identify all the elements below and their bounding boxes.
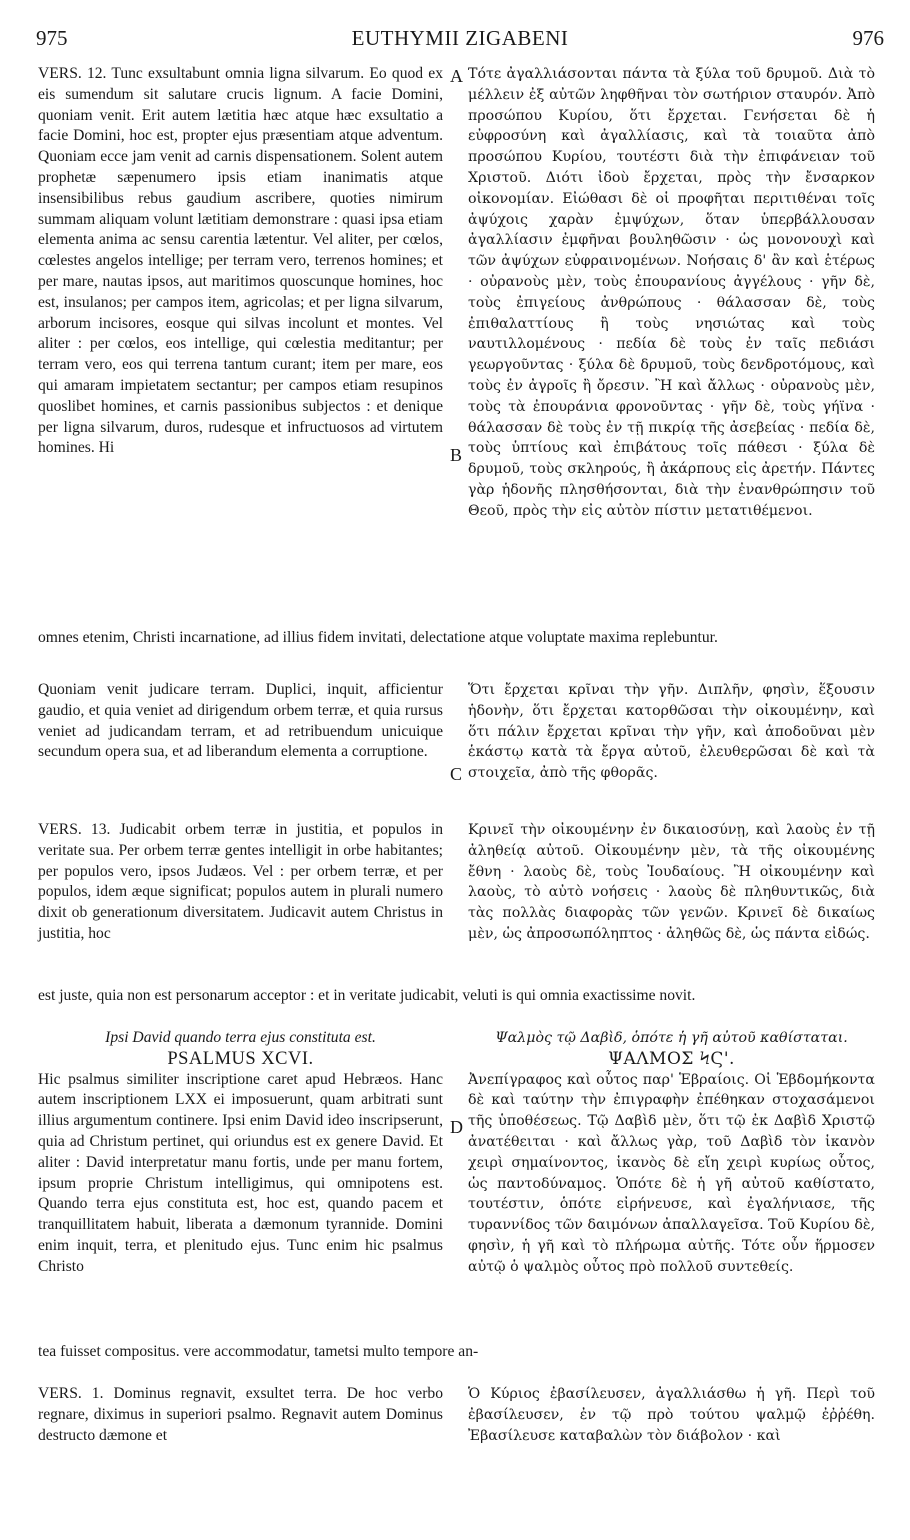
latin-paragraph: Quoniam venit judicare terram. Duplici, inquit, afficientur gaudio, et quia veniet ad dirigendum orbem terræ, et quia rursus veniet ad judicandam terram, et ad retribuendum unicuique secundum opera sua, et ad liberandum elementa a corruptione. [38, 681, 443, 761]
latin-column-block-2 [38, 680, 443, 763]
greek-column-block-4 [468, 1028, 875, 1278]
page-number-right: 976 [852, 26, 884, 50]
latin-psalm-title: PSALMUS XCVI. [167, 1048, 314, 1069]
greek-paragraph: Τότε ἀγαλλιάσονται πάντα τὰ ξύλα τοῦ δρυμοῦ. Διὰ τὸ μέλλειν ἐξ αὐτῶν ληφθῆναι τὸν σωτήριον σταυρόν. Ἀπὸ προσώπου Κυρίου, ὅτι ἔρχεται. Γενήσεται δὲ ἡ εὐφροσύνη καὶ ἀγαλλίασις, καὶ τὰ τοιαῦτα ἀπὸ προσώπου Κυρίου, τουτέστι διὰ τὴν ἐπιφάνειαν τοῦ Χριστοῦ. Διότι ἰδοὺ ἔρχεται, πρὸς τὴν ἔνσαρκον οἰκονομίαν. Εἰώθασι δὲ οἱ προφῆται περιτιθέναι τοῖς ἀψύχοις χαρὰν ἐμψύχων, ὅταν ὑπερβάλλουσαν ἀγαλλίασιν ἐμφῆναι βουληθῶσιν · ὡς μονονουχὶ καὶ τῶν ἀψύχων εὐφραινομένων. Νοήσαις δ' ἂν καὶ ἑτέρως · οὐρανοὺς μὲν, τοὺς ἐπουρανίους ἀγγέλους · γῆν δὲ, τοὺς ἐπιγείους ἀνθρώπους · θάλασσαν δὲ, τοὺς ἐπιθαλαττίους ἢ τοὺς νησιώτας καὶ τοὺς ναυτιλλομένους · πεδία δὲ τοὺς ἐν ταῖς πεδιάσι γεωργοῦντας · ξύλα δὲ δρυμοῦ, τοὺς δενδροτόμους, καὶ τοὺς ἐν ἀγροῖς ἢ ὄρεσιν. Ἢ καὶ ἄλλως · οὐρανοὺς μὲν, τοὺς τὰ ἐπουράνια φρονοῦντας · γῆν δὲ, τοὺς γήϊνα · θάλασσαν δὲ τοὺς ἐν τῇ πικρίᾳ τῆς ἀσεβείας · πεδία δὲ, τοὺς ὑπτίους καὶ ἐπιβάτους τοῖς πάθεσι · ξύλα δὲ δρυμοῦ, τοὺς σκληρούς, ἢ ἀκάρπους εἰς ἀρετήν. Πάντες γὰρ ἡδονῆς πλησθήσονται, διὰ τὴν ἐνανθρώπησιν τοῦ Θεοῦ, πρὸς τὴν εἰς αὐτὸν πίστιν μετατιθέμενοι. [468, 66, 875, 519]
latin-psalm-lemma: Ipsi David quando terra ejus constituta est. [105, 1029, 376, 1046]
full-width-paragraph: est juste, quia non est personarum acceptor : et in veritate judicabit, veluti is qui omnia exactissime novit. [38, 987, 696, 1004]
greek-paragraph: Ὅτι ἔρχεται κρῖναι τὴν γῆν. Διπλῆν, φησὶν, ἕξουσιν ἡδονὴν, ὅτι ἔρχεται κατορθῶσαι τὴν οἰκουμένην, καὶ ὅτι πάλιν ἔρχεται κρῖναι τὴν γῆν, καὶ ἀποδοῦναι μὲν ἑκάστῳ κατὰ τὰ ἔργα αὐτοῦ, ἐλευθερῶσαι δὲ καὶ τὰ στοιχεῖα, ἀπὸ τῆς φθορᾶς. [468, 682, 875, 782]
greek-column-block-3 [468, 820, 875, 945]
page-header [36, 26, 884, 56]
greek-psalm-title: ΨΑΛΜΟΣ ϞϚ'. [608, 1048, 735, 1069]
latin-paragraph: VERS. 12. Tunc exsultabunt omnia ligna silvarum. Eo quod ex eis sumendum sit salutare crucis lignum. A facie Domini, quoniam venit. Erit autem lætitia hæc atque hæc exsultatio a facie Domini, hoc est, propter ejus præsentiam atque adventum. Quoniam ecce jam venit ad carnis dispensationem. Solent autem prophetæ sæpenumero ipsis etiam inanimatis atque insensibilibus rebus gaudium ascribere, quoties nimirum summam aliquam volunt lætitiam demonstrare : quasi ipsa etiam elementa anima ac sensu carentia lætentur. Vel aliter, per cœlos, cœlestes angelos intellige; per terram vero, terrenos homines; et per mare, nautas ipsos, aut maritimos quoscunque homines, hoc est, insulanos; per campos item, agricolas; et per ligna silvarum, arborum incisores, eosque qui silvas incolunt et montes. Vel aliter : per cœlos, eos intellige, qui cœlestia meditantur; per terram vero, eos qui terrena tantum curant; item per mare, eos qui amaram impietatem sectantur; per campos etiam resupinos quoslibet homines, et carnis passionibus subjectos : et denique per ligna silvarum, duros, rudesque et infructuosos ad virtutem homines. Hi [38, 65, 443, 457]
latin-column-block-3 [38, 820, 443, 945]
page-number-left: 975 [36, 26, 68, 50]
greek-column-block-1 [468, 64, 875, 522]
latin-paragraph: VERS. 13. Judicabit orbem terræ in justitia, et populos in veritate sua. Per orbem terræ gentes intelligit in orbe habitantes; per populos vero, ipsos Judæos. Vel : per orbem terræ, et per populos, idem æque significat; populos autem in plurali numero dixit ob generationum diversitatem. Judicavit autem Christus in justitia, hoc [38, 821, 443, 942]
full-width-line-3 [38, 1342, 875, 1363]
greek-paragraph: Ὁ Κύριος ἐβασίλευσεν, ἀγαλλιάσθω ἡ γῆ. Περὶ τοῦ ἐβασίλευσεν, ἐν τῷ πρὸ τούτου ψαλμῷ ἐῤῥέθη. Ἐβασίλευσε καταβαλὼν τὸν διάβολον · καὶ [468, 1386, 875, 1444]
margin-letter-c: C [450, 764, 463, 784]
margin-letter-d: D [450, 1117, 463, 1137]
full-width-line-2 [38, 986, 875, 1007]
latin-paragraph: VERS. 1. Dominus regnavit, exsultet terra. De hoc verbo regnare, diximus in superiori psalmo. Regnavit autem Dominus destructo dæmone et [38, 1385, 443, 1444]
greek-paragraph: Κρινεῖ τὴν οἰκουμένην ἐν δικαιοσύνῃ, καὶ λαοὺς ἐν τῇ ἀληθείᾳ αὐτοῦ. Οἰκουμένην μὲν, τὰ τῆς οἰκουμένης ἔθνη · λαοὺς δὲ, τοὺς Ἰουδαίους. Ἢ οἰκουμένην καὶ λαοὺς, τὸ αὐτὸ νοήσεις · λαοὺς δὲ πληθυντικῶς, διὰ τὰς πολλὰς διαφορὰς τῶν γενῶν. Κρινεῖ δὲ δικαίως μὲν, ὡς ἀπροσωπόληπτος · ἀληθῶς δὲ, ὡς πάντα εἰδώς. [468, 822, 875, 942]
running-title: EUTHYMII ZIGABENI [351, 26, 569, 50]
latin-paragraph: Hic psalmus similiter inscriptione caret apud Hebræos. Hanc autem inscriptionem LXX ei imposuerunt, quam arbitrati sunt illius argumentum continere. Ipsi enim David ideo inscripserunt, quia ad Christum pertinet, qui oriundus est ex genere David. Et aliter : David interpretatur manu fortis, unde per manu fortem, ipsum proprie Christum intelligimus, qui omnipotens est. Quando terra ejus constituta est, hoc est, quando pacem et tranquillitatem habuit, liberata a dæmonum tyrannide. Domini enim inquit, terra, et plenitudo ejus. Tunc enim hic psalmus Christo [38, 1070, 443, 1275]
margin-letter-b: B [450, 445, 463, 465]
greek-psalm-lemma: Ψαλμὸς τῷ Δαβὶδ, ὁπότε ἡ γῆ αὐτοῦ καθίσταται. [495, 1030, 848, 1046]
latin-column-block-4 [38, 1028, 443, 1278]
greek-column-block-2 [468, 680, 875, 784]
latin-column-block-1 [38, 64, 443, 459]
full-width-paragraph: tea fuisset compositus. vere accommodatur, tametsi multo tempore an- [38, 1343, 479, 1360]
margin-letter-a: A [450, 66, 463, 86]
full-width-paragraph: omnes etenim, Christi incarnatione, ad illius fidem invitati, delectatione atque voluptate maxima replebuntur. [38, 629, 718, 646]
full-width-line-1 [38, 628, 875, 649]
greek-paragraph: Ἀνεπίγραφος καὶ οὗτος παρ' Ἑβραίοις. Οἱ Ἑβδομήκοντα δὲ καὶ ταύτην τὴν ἐπιγραφὴν ἐπέθηκαν στοχασάμενοι τῆς ὑποθέσεως. Τῷ Δαβὶδ μὲν, ὅτι τῷ ἐκ Δαβὶδ Χριστῷ ἀνατέθειται · καὶ ἄλλως γὰρ, τοῦ Δαβὶδ τὸν ἱκανὸν χειρὶ σημαίνοντος, ἱκανὸς δὲ εἴη χειρὶ κυρίως οὗτος, ὡς παντοδύναμος. Ὁπότε δὲ ἡ γῆ αὐτοῦ καθίστατο, τουτέστιν, ὁπότε εἰρήνευσε, καὶ ἐγαλήνιασε, τῆς τυραννίδος τῶν δαιμόνων ἀπαλλαγεῖσα. Τοῦ Κυρίου δὲ, φησὶν, ἡ γῆ καὶ τὸ πλήρωμα αὐτῆς. Τότε οὖν ἥρμοσεν αὐτῷ ὁ ψαλμὸς οὗτος πρὸ πολλοῦ συντεθείς. [468, 1071, 875, 1275]
latin-column-block-5 [38, 1384, 443, 1446]
greek-column-block-5 [468, 1384, 875, 1446]
